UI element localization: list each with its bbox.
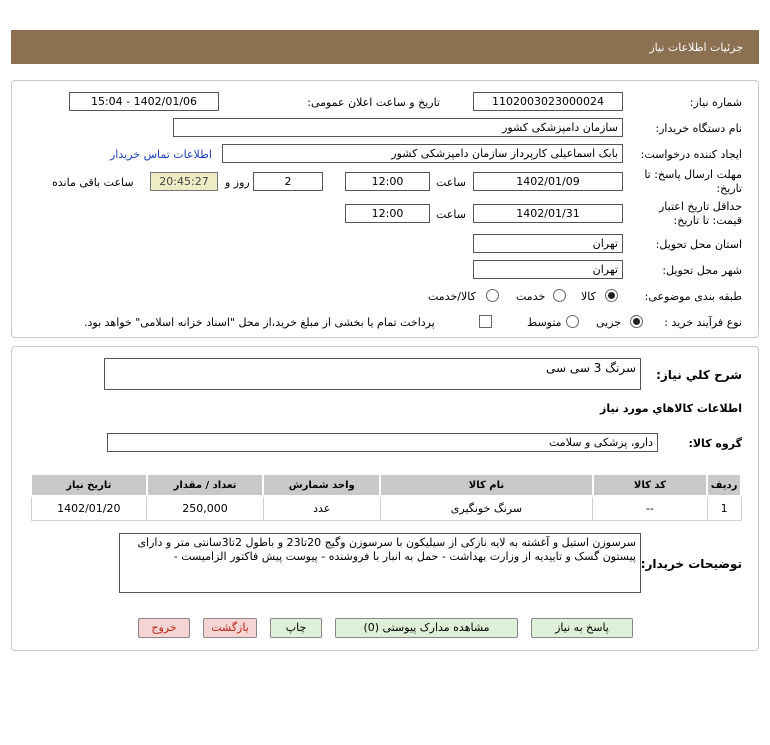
announce-date-label: تاریخ و ساعت اعلان عمومی: [307, 96, 440, 109]
deadline-label: مهلت ارسال پاسخ: تا تاریخ: [644, 168, 742, 195]
days-label: روز و [225, 176, 250, 189]
remaining-days-field: 2 [253, 172, 323, 191]
province-label: استان محل تحویل: [655, 238, 742, 251]
need-number-field: 1102003023000024 [473, 92, 623, 111]
goods-group-label: گروه کالا: [688, 437, 742, 450]
category-option-service: خدمت [516, 290, 546, 303]
general-desc-field: سرنگ 3 سی سی [104, 358, 641, 390]
process-label: نوع فرآیند خرید : [664, 316, 742, 329]
creator-label: ایجاد کننده درخواست: [640, 148, 742, 161]
cell-code: -- [593, 496, 707, 520]
col-date-header: تاریخ نیاز [31, 474, 147, 496]
process-radio-medium[interactable] [566, 315, 579, 328]
page-title: جزئیات اطلاعات نیاز [649, 41, 743, 54]
category-radio-service[interactable] [553, 289, 566, 302]
deadline-time-field: 12:00 [345, 172, 430, 191]
need-number-label: شماره نیاز: [689, 96, 742, 109]
cell-name: سرنگ خونگیری [380, 496, 593, 520]
remaining-time-field: 20:45:27 [150, 172, 218, 191]
buyer-contact-link[interactable]: اطلاعات تماس خریدار [110, 148, 212, 161]
general-desc-label: شرح کلي نياز: [656, 368, 742, 382]
category-option-goods: کالا [581, 290, 596, 303]
deadline-date-field: 1402/01/09 [473, 172, 623, 191]
creator-field: بابک اسماعیلی کارپرداز سازمان دامپزشکی کشور [222, 144, 623, 163]
cell-unit: عدد [263, 496, 380, 520]
cell-row: 1 [707, 496, 741, 520]
col-row-header: ردیف [707, 474, 741, 496]
category-label: طبقه بندی موضوعی: [644, 290, 742, 303]
goods-table-header [31, 474, 741, 496]
treasury-payment-checkbox[interactable] [479, 315, 492, 328]
back-button[interactable]: بازگشت [203, 618, 257, 638]
attachments-button[interactable]: مشاهده مدارک پیوستی (0) [335, 618, 518, 638]
col-qty-header: تعداد / مقدار [147, 474, 264, 496]
goods-group-field: دارو، پزشکی و سلامت [107, 433, 658, 452]
col-code-header: کد کالا [593, 474, 707, 496]
goods-info-title: اطلاعات کالاهاي مورد نياز [600, 402, 742, 415]
buyer-notes-field: سرسوزن استیل و آغشته به لایه نازکی از سیلیکون با سرسوزن وگیج 20تا23 و باطول 2تا3سانتی متر و دارای پیستون گسک و تاییدیه از وزارت بهداشت - حمل به انبار با فروشنده - پیوست پیش فاکتور الزامیست - [119, 533, 641, 593]
city-field: تهران [473, 260, 623, 279]
city-label: شهر محل تحویل: [662, 264, 742, 277]
buyer-org-field: سازمان دامپزشکی کشور [173, 118, 623, 137]
print-button[interactable]: چاپ [270, 618, 322, 638]
process-radio-minor[interactable] [630, 315, 643, 328]
cell-date: 1402/01/20 [31, 496, 147, 520]
page-header [11, 30, 759, 64]
buyer-org-label: نام دستگاه خریدار: [655, 122, 742, 135]
process-option-medium: متوسط [527, 316, 562, 329]
province-field: تهران [473, 234, 623, 253]
table-row [31, 496, 741, 520]
deadline-time-label: ساعت [436, 176, 466, 189]
category-radio-goods[interactable] [605, 289, 618, 302]
category-option-goods-service: کالا/خدمت [428, 290, 476, 303]
process-option-minor: جزیی [596, 316, 622, 329]
reply-button[interactable]: پاسخ به نیاز [531, 618, 633, 638]
validity-label: حداقل تاریخ اعتبار قیمت: تا تاریخ: [658, 200, 742, 227]
exit-button[interactable]: خروج [138, 618, 190, 638]
announce-date-field: 1402/01/06 - 15:04 [69, 92, 219, 111]
remaining-label: ساعت باقی مانده [52, 176, 134, 189]
validity-time-label: ساعت [436, 208, 466, 221]
buyer-notes-label: توضیحات خریدار: [640, 557, 742, 571]
col-name-header: نام کالا [380, 474, 593, 496]
goods-table [30, 473, 742, 521]
validity-date-field: 1402/01/31 [473, 204, 623, 223]
cell-qty: 250,000 [147, 496, 264, 520]
validity-time-field: 12:00 [345, 204, 430, 223]
category-radio-goods-service[interactable] [486, 289, 499, 302]
treasury-payment-note: پرداخت تمام یا بخشی از مبلغ خرید،از محل "اسناد خزانه اسلامی" خواهد بود. [84, 316, 435, 329]
col-unit-header: واحد شمارش [263, 474, 380, 496]
